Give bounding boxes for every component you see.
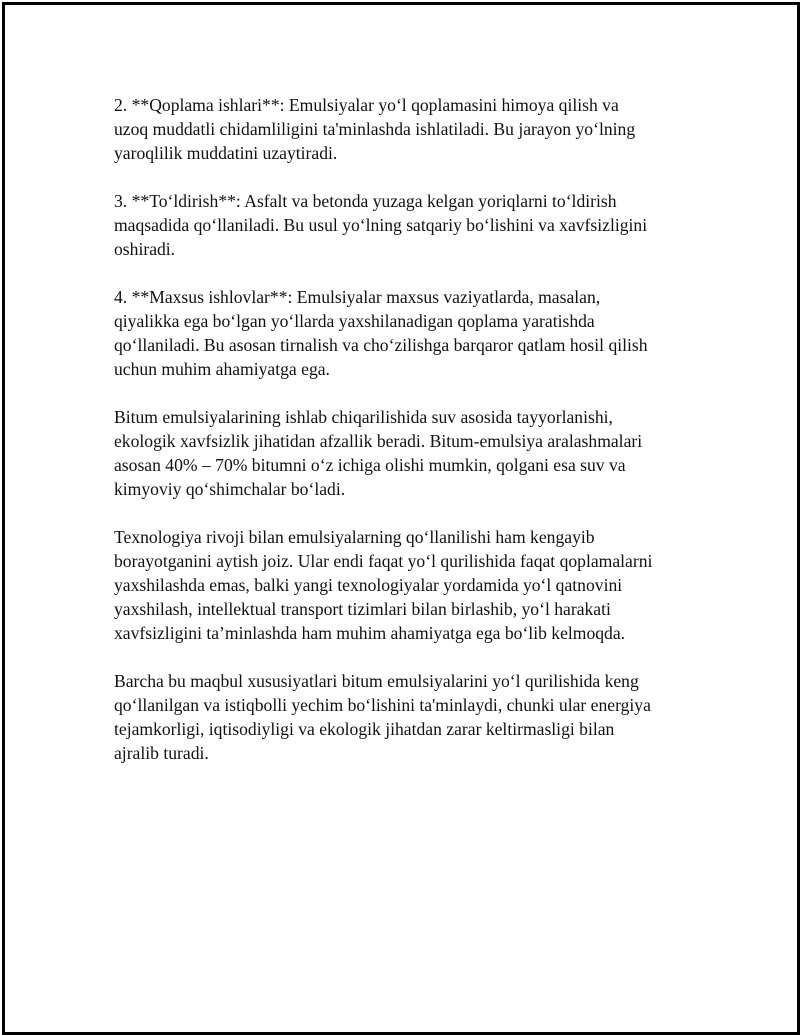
paragraph-technology-development: Texnologiya rivoji bilan emulsiyalarning qo‘llanilishi ham kengayib borayotganini aytish joiz. Ular endi faqat yo‘l qurilishida faqat qoplamalarni yaxshilashda emas, balki yangi texnologiyalar yordamida yo‘l qatnovini yaxshilash, intellektual transport tizimlari bilan birlashib, yo‘l harakati xavfsizligini ta’minlashda ham muhim ahamiyatga ega bo‘lib kelmoqda. xyxy=(114,527,653,643)
paragraph-special-treatments: 4. **Maxsus ishlovlar**: Emulsiyalar maxsus vaziyatlarda, masalan, qiyalikka ega bo‘lgan yo‘llarda yaxshilanadigan qoplama yaratishda qo‘llaniladi. Bu asosan tirnalish va cho‘zilishga barqaror qatlam hosil qilish uchun muhim ahamiyatga ega. xyxy=(114,287,648,379)
document-body xyxy=(114,93,694,789)
paragraph-bitumen-production: Bitum emulsiyalarining ishlab chiqarilishida suv asosida tayyorlanishi, ekologik xavfsizlik jihatidan afzallik beradi. Bitum-emulsiya aralashmalari asosan 40% – 70% bitumni o‘z ichiga olishi mumkin, qolgani esa suv va kimyoviy qo‘shimchalar bo‘ladi. xyxy=(114,407,643,499)
paragraph-conclusion: Barcha bu maqbul xususiyatlari bitum emulsiyalarini yo‘l qurilishida keng qo‘llanilgan va istiqbolli yechim bo‘lishini ta'minlaydi, chunki ular energiya tejamkorligi, iqtisodiyligi va ekologik jihatdan zarar keltirmasligi bilan ajralib turadi. xyxy=(114,671,651,763)
paragraph-filling: 3. **To‘ldirish**: Asfalt va betonda yuzaga kelgan yoriqlarni to‘ldirish maqsadida qo‘llaniladi. Bu usul yo‘lning satqariy bo‘lishini va xavfsizligini oshiradi. xyxy=(114,191,648,259)
paragraph-coating-works: 2. **Qoplama ishlari**: Emulsiyalar yo‘l qoplamasini himoya qilish va uzoq muddatli chidamliligini ta'minlashda ishlatiladi. Bu jarayon yo‘lning yaroqlilik muddatini uzaytiradi. xyxy=(114,95,636,163)
